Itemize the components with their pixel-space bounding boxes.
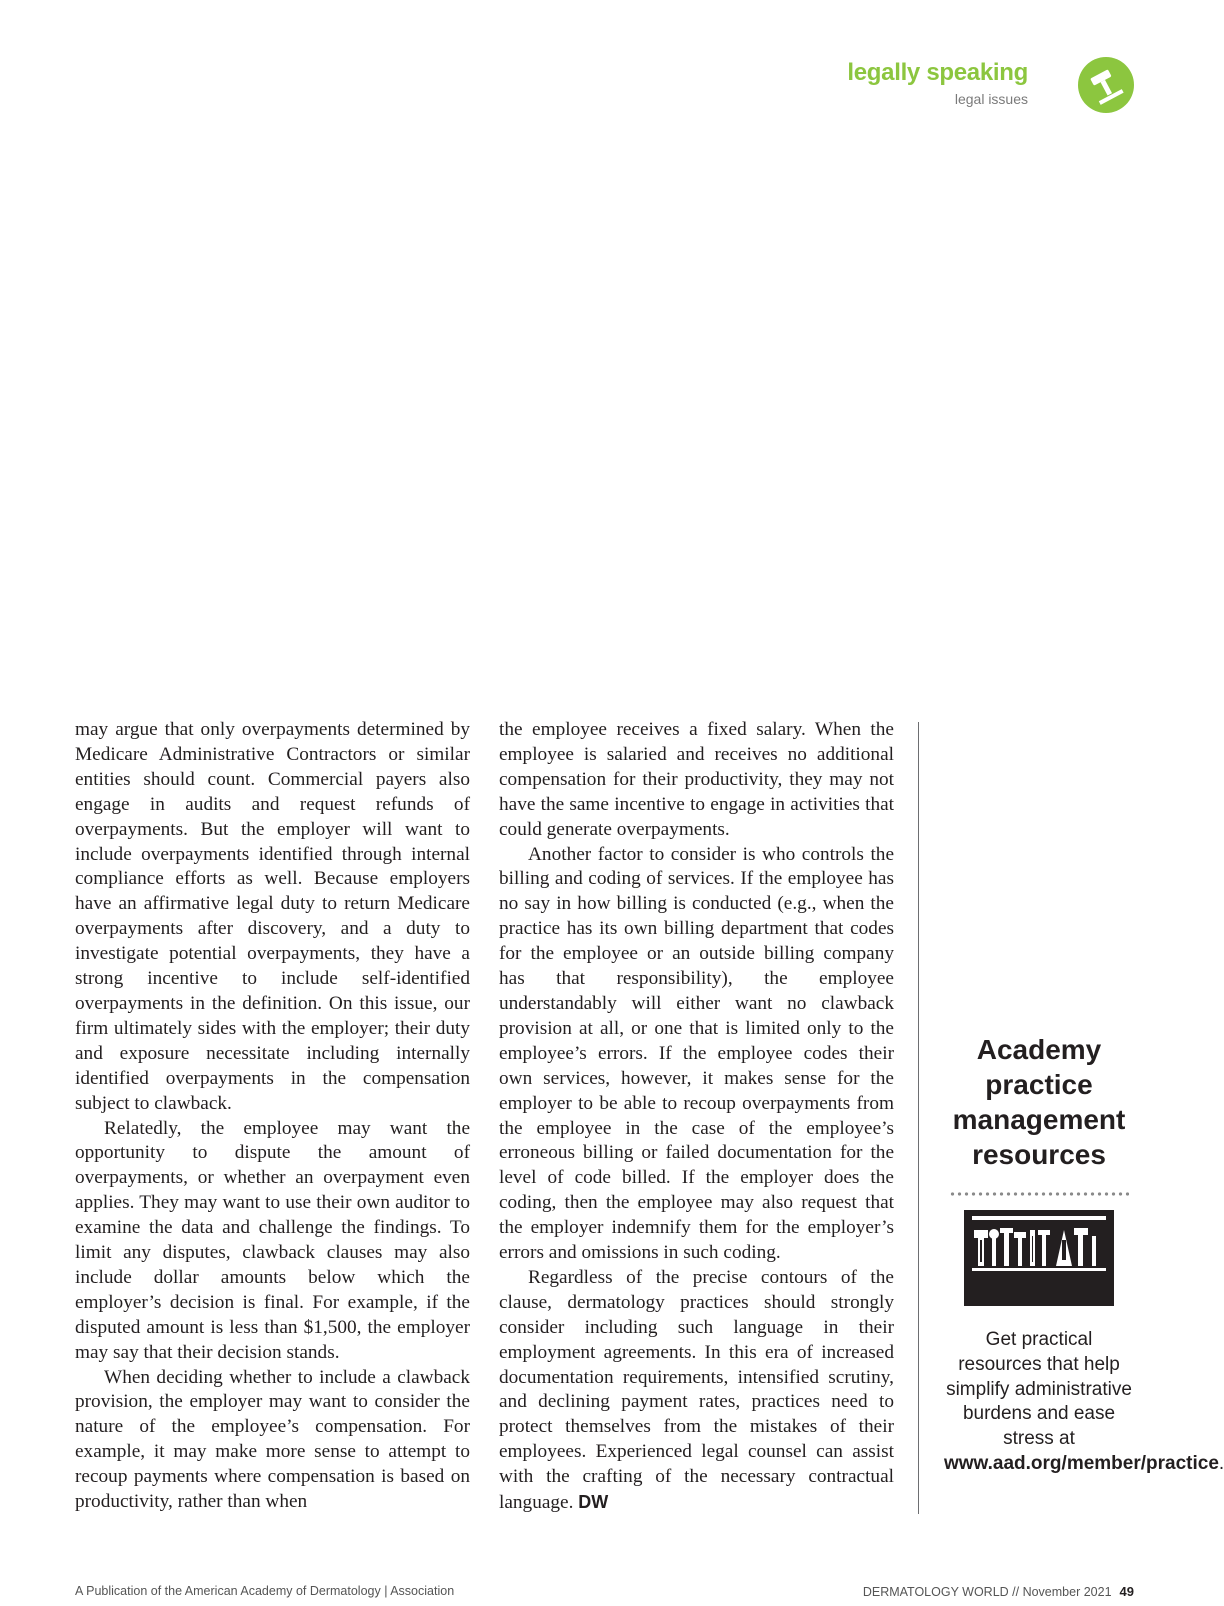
- paragraph: the employee receives a fixed salary. When the employee is salaried and receives no additional compensation for their productivity, they may not have the same incentive to engage in activities that could generate overpayments.: [499, 719, 894, 840]
- gavel-icon: [1078, 57, 1134, 113]
- paragraph: may argue that only overpayments determined by Medicare Administrative Contractors or similar entities should count. Commercial payers also engage in audits and request refunds of overpayments. But the employer will want to include overpayments identified through internal compliance efforts as well. Because employers have an affirmative legal duty to return Medicare overpayments after discovery, and a duty to investigate potential overpayments, they have a strong incentive to include self-identified overpayments in the definition. On this issue, our firm ultimately sides with the employer; their duty and exposure necessitate including internally identified overpayments in the compensation subject to clawback.: [75, 719, 470, 1114]
- magazine-issue: DERMATOLOGY WORLD // November 2021: [862, 1585, 1112, 1599]
- toolbox-icon: [964, 1210, 1114, 1306]
- article-column-1: [75, 718, 470, 1515]
- paragraph-text: Regardless of the precise contours of the clause, dermatology practices should strongly consider including such language in their employment agreements. In this era of increased documentation requirements, intensified scrutiny, and declining payment rates, practices need to protect themselves from the mistakes of their employees. Experienced legal counsel can assist with the crafting of the necessary contractual language.: [499, 1266, 894, 1514]
- sidebar-callout: [944, 1032, 1224, 1477]
- sidebar-text: Get practical resources that help simplify administrative burdens and ease stress at: [946, 1329, 1132, 1450]
- paragraph: Relatedly, the employee may want the opportunity to dispute the amount of overpayments, or whether an overpayment even applies. They may want to use their own auditor to examine the data and challenge the findings. To limit any disputes, clawback clauses may also include dollar amounts below which the employer’s decision is final. For example, if the disputed amount is less than $1,500, the employer may say that their decision stands.: [75, 1117, 470, 1363]
- practice-resources-link[interactable]: www.aad.org/member/practice: [944, 1452, 1219, 1474]
- page-number: 49: [1119, 1584, 1134, 1599]
- page-footer: [75, 1584, 1134, 1604]
- dotted-divider: [949, 1192, 1129, 1196]
- publication-credit: A Publication of the American Academy of Dermatology | Association: [75, 1584, 455, 1598]
- paragraph: When deciding whether to include a clawback provision, the employer may want to consider the nature of the employee’s compensation. For example, it may make more sense to attempt to recoup payments where compensation is based on productivity, rather than when: [75, 1366, 470, 1513]
- paragraph: Another factor to consider is who controls the billing and coding of services. If the employee has no say in how billing is conducted (e.g., when the practice has its own billing department that codes for the employee or an outside billing company has that responsibility), the employee understandably will either want no clawback provision at all, or one that is limited only to the employee’s errors. If the employee codes their own services, however, it makes sense for the employer to be able to recoup overpayments from the employee in the case of the employee’s erroneous billing or failed documentation for the level of code billed. If the employer does the coding, then the employee may also request that the employer indemnify them for the employer’s errors and omissions in such coding.: [499, 843, 894, 1264]
- paragraph-final: [499, 1266, 894, 1516]
- sidebar-link-suffix: .: [1218, 1452, 1224, 1474]
- end-mark: DW: [578, 1492, 609, 1513]
- section-subtitle: legal issues: [954, 91, 1028, 107]
- column-divider: [918, 722, 919, 1514]
- sidebar-body: [944, 1328, 1224, 1477]
- article-column-2: [499, 718, 894, 1516]
- section-header: [847, 58, 1028, 108]
- footer-right: [863, 1584, 1134, 1599]
- section-title: legally speaking: [847, 59, 1028, 86]
- sidebar-title: Academy practice management resources: [952, 1034, 1126, 1170]
